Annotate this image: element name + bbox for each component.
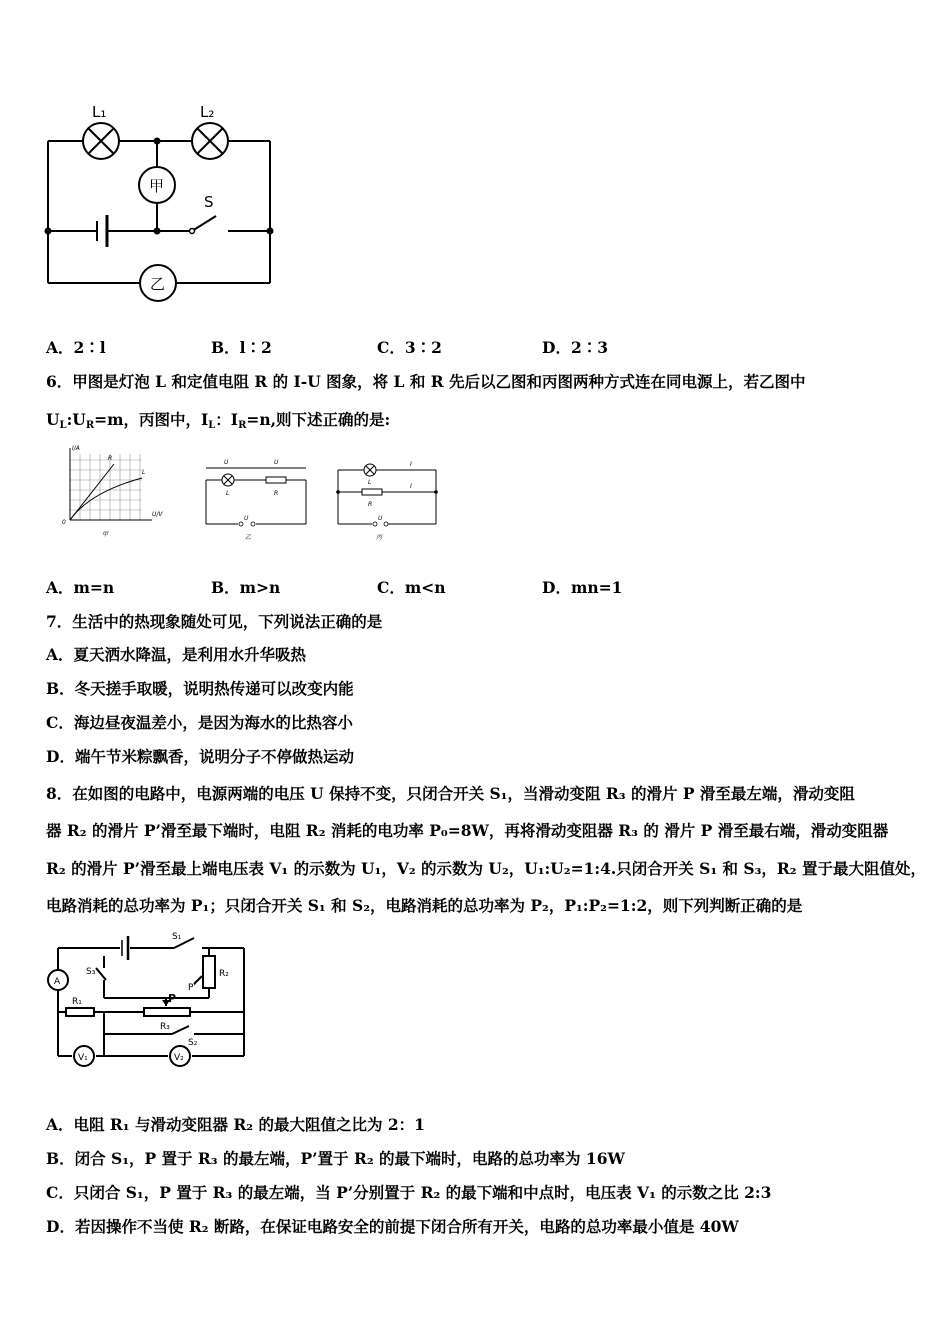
q6-option-d[interactable]: D．mn=1	[542, 578, 623, 597]
label-jia: 甲	[149, 177, 165, 195]
q7-option-c[interactable]: C．海边昼夜温差小，是因为海水的比热容小	[46, 713, 353, 732]
q6-label-l2: L	[368, 479, 372, 486]
q6-stem-line1: 6．甲图是灯泡 L 和定值电阻 R 的 I-U 图象，将 L 和 R 先后以乙图和丙图两种方式连在同电源上，若乙图中	[46, 372, 806, 391]
q6-label-ur: U	[274, 459, 279, 466]
q8-label-pp: P’	[188, 983, 197, 993]
q6-label-jia: 甲	[102, 531, 109, 538]
q8-label-s2: S₂	[188, 1038, 198, 1048]
q8-label-a: A	[54, 977, 61, 987]
q6-label-rb: R	[274, 490, 279, 497]
q6-label-l: L	[142, 469, 146, 476]
q8-label-r2: R₂	[219, 969, 229, 979]
q6-label-r: R	[108, 455, 113, 462]
q8-label-r1: R₁	[72, 997, 82, 1007]
q6-stem-line2: $U_L:U_R=m$，丙图中，$I_L$：$I_R=n$,则下述正确的是:	[46, 410, 391, 431]
q6-label-uv: U/V	[152, 511, 163, 518]
label-s: S	[204, 193, 214, 211]
q7-option-d[interactable]: D．端午节米粽飘香，说明分子不停做热运动	[46, 747, 354, 766]
q6-label-bing: 丙	[376, 534, 383, 541]
q8-option-b[interactable]: B．闭合 S₁，P 置于 R₃ 的最左端，P’置于 R₂ 的最下端时，电路的总功率为 16W	[46, 1149, 625, 1168]
q8-label-p: P	[168, 992, 177, 1005]
q5-circuit-figure	[40, 95, 280, 305]
q6-option-a[interactable]: A．m=n	[46, 578, 115, 597]
q8-label-s1: S₁	[172, 932, 182, 942]
q6-label-u2: U	[378, 515, 383, 522]
q6-label-yi: 乙	[245, 534, 252, 541]
q8-label-v1: V₁	[78, 1053, 88, 1063]
label-yi: 乙	[150, 275, 166, 293]
q6-label-lb: L	[226, 490, 230, 497]
q6-label-ir: I	[410, 483, 412, 490]
q8-option-d[interactable]: D．若因操作不当使 R₂ 断路，在保证电路安全的前提下闭合所有开关，电路的总功率最小值是 40W	[46, 1217, 739, 1236]
q8-label-r3: R₃	[160, 1022, 170, 1032]
q8-label-v2: V₂	[174, 1053, 184, 1063]
q5-option-d[interactable]: D．2∶3	[542, 338, 609, 357]
q7-option-a[interactable]: A．夏天洒水降温，是利用水升华吸热	[46, 645, 307, 664]
q8-circuit-figure	[44, 928, 259, 1078]
q6-option-c[interactable]: C．m<n	[377, 578, 446, 597]
q6-label-u: U	[244, 515, 249, 522]
label-l1: L₁	[92, 103, 107, 121]
q6-label-o: 0	[62, 519, 66, 526]
q5-option-a[interactable]: A．2∶l	[46, 338, 106, 357]
q8-stem-line4: 电路消耗的总功率为 P₁；只闭合开关 S₁ 和 S₂，电路消耗的总功率为 P₂，P₁:P₂=1:2，则下列判断正确的是	[46, 896, 803, 915]
q8-label-s3: S₃	[86, 967, 96, 977]
q8-option-a[interactable]: A．电阻 R₁ 与滑动变阻器 R₂ 的最大阻值之比为 2：1	[46, 1115, 425, 1134]
q6-label-ia: I/A	[72, 445, 80, 452]
q6-label-il: I	[410, 461, 412, 468]
q8-stem-line1: 8．在如图的电路中，电源两端的电压 U 保持不变，只闭合开关 S₁，当滑动变阻 R₃ 的滑片 P 滑至最左端，滑动变阻	[46, 784, 855, 803]
q7-stem: 7．生活中的热现象随处可见，下列说法正确的是	[46, 612, 383, 631]
q5-option-c[interactable]: C．3∶2	[377, 338, 442, 357]
q6-figures	[56, 440, 456, 545]
q6-label-ul: U	[224, 459, 229, 466]
q7-option-b[interactable]: B．冬天搓手取暖，说明热传递可以改变内能	[46, 679, 354, 698]
q8-stem-line2: 器 R₂ 的滑片 P’滑至最下端时，电阻 R₂ 消耗的电功率 P₀=8W，再将滑动变阻器 R₃ 的 滑片 P 滑至最右端，滑动变阻器	[46, 821, 889, 840]
q8-stem-line3: R₂ 的滑片 P’滑至最上端电压表 V₁ 的示数为 U₁，V₂ 的示数为 U₂，U₁:U₂=1:4.只闭合开关 S₁ 和 S₃，R₂ 置于最大阻值处，	[46, 859, 926, 878]
q8-option-c[interactable]: C．只闭合 S₁，P 置于 R₃ 的最左端，当 P’分别置于 R₂ 的最下端和中点时，电压表 V₁ 的示数之比 2:3	[46, 1183, 772, 1202]
q6-option-b[interactable]: B．m>n	[211, 578, 281, 597]
q6-label-r2: R	[368, 501, 373, 508]
q5-option-b[interactable]: B．l∶2	[211, 338, 272, 357]
label-l2: L₂	[200, 103, 215, 121]
